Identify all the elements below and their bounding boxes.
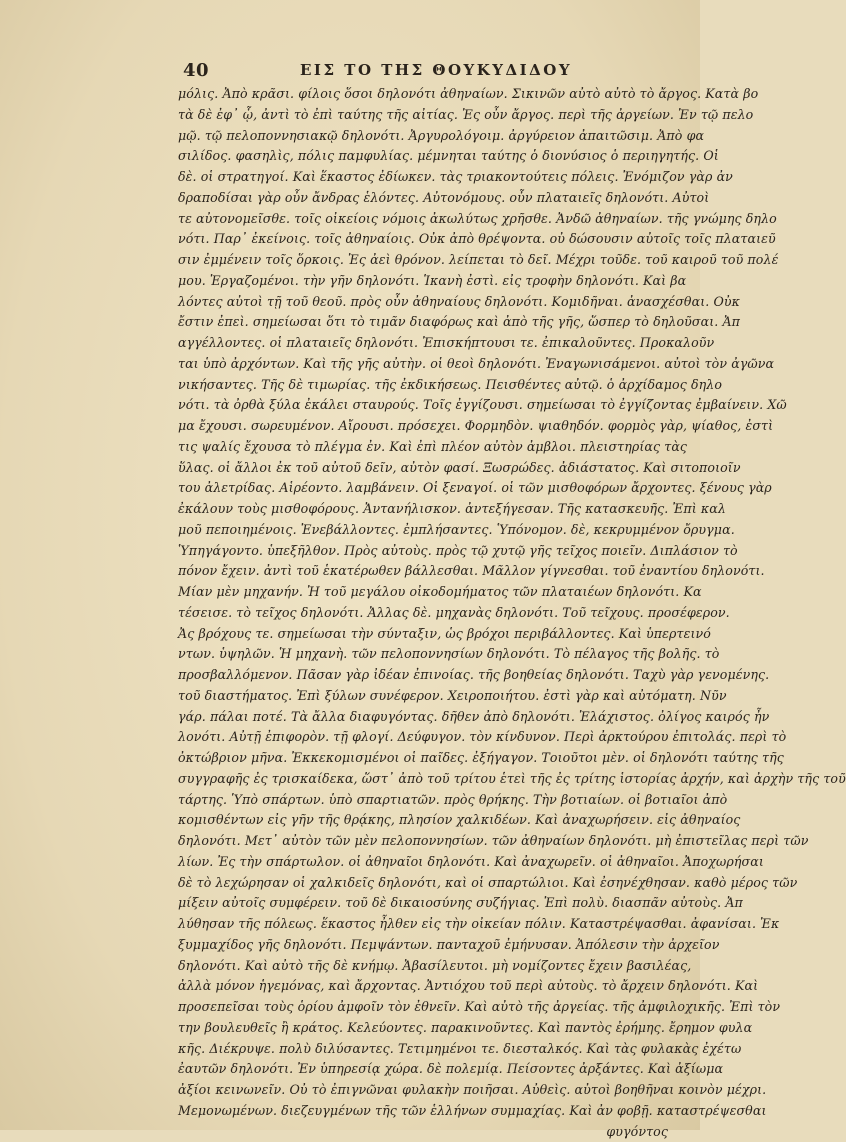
text-line: νότι. Παρ᾽ ἐκείνοις. τοῖς ἀθηναίοις. Οὐκ ἀπὸ θρέψοντα. οὐ δώσουσιν αὐτοῖς τοῖς πλαταιεῦ xyxy=(178,229,670,250)
text-line: ἔστιν ἐπεὶ. σημείωσαι ὅτι τὸ τιμᾶν διαφόρως καὶ ἀπὸ τῆς γῆς, ὥσπερ τὸ δηλοῦσαι. Ἀπ xyxy=(178,312,670,333)
text-line: ἐαυτῶν δηλονότι. Ἐν ὑπηρεσίᾳ χώρα. δὲ πολεμίᾳ. Πείσοντες ἀρξάντες. Καὶ ἀξίωμα xyxy=(178,1059,670,1080)
text-line: προσεπεῖσαι τοὺς ὁρίου ἀμφοῖν τὸν ἐθνεῖν. Καὶ αὐτὸ τῆς ἀργείας. τῆς ἀμφιλοχικῆς. Ἐπὶ τὸν xyxy=(178,997,670,1018)
text-line: κομισθέντων εἰς γῆν τῆς θρᾴκης, πλησίον χαλκιδέων. Καὶ ἀναχωρήσειν. εἰς ἀθηναίος xyxy=(178,810,670,831)
text-line: τὰ δὲ ἐφ᾽ ᾧ, ἀντὶ τὸ ἐπὶ ταύτης τῆς αἰτίας. Ἐς οὖν ἄργος. περὶ τῆς ἀργείων. Ἐν τῷ πελο xyxy=(178,105,670,126)
text-line: λόντες αὐτοὶ τῇ τοῦ θεοῦ. πρὸς οὖν ἀθηναίους δηλονότι. Κομιδῆναι. ἀνασχέσθαι. Οὐκ xyxy=(178,292,670,313)
page-header xyxy=(150,60,670,84)
text-line: μα ἔχουσι. σωρευμένον. Αἴρουσι. πρόσεχει. Φορμηδὸν. ψιαθηδόν. φορμὸς γὰρ, ψίαθος, ἐστὶ xyxy=(178,416,670,437)
text-block xyxy=(178,84,670,1084)
text-line: ὀκτώβριον μῆνα. Ἐκκεκομισμένοι οἱ παῖδες. ἐξήγαγον. Τοιοῦτοι μὲν. οἱ δηλονότι ταύτης τῆς xyxy=(178,748,670,769)
text-line: νικήσαντες. Τῆς δὲ τιμωρίας. τῆς ἐκδικήσεως. Πεισθέντες αὐτῷ. ὁ ἀρχίδαμος δηλο xyxy=(178,375,670,396)
text-line: προσβαλλόμενον. Πᾶσαν γὰρ ἰδέαν ἐπινοίας. τῆς βοηθείας δηλονότι. Ταχὺ γὰρ γενομένης. xyxy=(178,665,670,686)
text-line: ται ὑπὸ ἀρχόντων. Καὶ τῆς γῆς αὐτὴν. οἱ θεοὶ δηλονότι. Ἐναγωνισάμενοι. αὐτοὶ τὸν ἀγῶνα xyxy=(178,354,670,375)
text-line: δηλονότι. Μετ᾽ αὐτὸν τῶν μὲν πελοποννησίων. τῶν ἀθηναίων δηλονότι. μὴ ἐπιστεῖλας περὶ τῶν xyxy=(178,831,670,852)
text-line: δὲ τὸ λεχώρησαν οἱ χαλκιδεῖς δηλονότι, καὶ οἱ σπαρτώλιοι. Καὶ ἐσηνέχθησαν. καθὸ μέρος τῶν xyxy=(178,873,670,894)
text-line: αγγέλλοντες. οἱ πλαταιεῖς δηλονότι. Ἐπισκήπτουσι τε. ἐπικαλοῦντες. Προκαλοῦν xyxy=(178,333,670,354)
text-line: τέσεισε. τὸ τεῖχος δηλονότι. Ἀλλας δὲ. μηχανὰς δηλονότι. Τοῦ τεῖχους. προσέφερον. xyxy=(178,603,670,624)
text-line: τε αὐτονομεῖσθε. τοῖς οἰκείοις νόμοις ἀκωλύτως χρῆσθε. Ἀνδῶ ἀθηναίων. τῆς γνώμης δηλο xyxy=(178,209,670,230)
page-number: 40 xyxy=(183,60,209,81)
text-line: μου. Ἐργαζομένοι. τὴν γῆν δηλονότι. Ἱκανὴ ἐστὶ. εἰς τροφὴν δηλονότι. Καὶ βα xyxy=(178,271,670,292)
running-head: ΕΙΣ ΤΟ ΤΗΣ ΘΟΥΚΥΔΙΔΟΥ xyxy=(300,61,572,79)
text-line: Ὑπηγάγοντο. ὑπεξῆλθον. Πρὸς αὐτοὺς. πρὸς τῷ χυτῷ γῆς τεῖχος ποιεῖν. Διπλάσιον τὸ xyxy=(178,541,670,562)
text-line: σιν ἐμμένειν τοῖς ὅρκοις. Ἐς ἀεὶ θρόνον. λείπεται τὸ δεῖ. Μέχρι τοῦδε. τοῦ καιροῦ τοῦ πολέ xyxy=(178,250,670,271)
text-line: λίων. Ἐς τὴν σπάρτωλον. οἱ ἀθηναῖοι δηλονότι. Καὶ ἀναχωρεῖν. οἱ ἀθηναῖοι. Ἀποχωρήσαι xyxy=(178,852,670,873)
text-line: ντων. ὑψηλῶν. Ἡ μηχανὴ. τῶν πελοποννησίων δηλονότι. Τὸ πέλαγος τῆς βολῆς. τὸ xyxy=(178,644,670,665)
text-line: μόλις. Ἀπὸ κρᾶσι. φίλοις ὅσοι δηλονότι ἀθηναίων. Σικινῶν αὐτὸ αὐτὸ τὸ ἄργος. Κατὰ βο xyxy=(178,84,670,105)
text-line: τάρτης. Ὑπὸ σπάρτων. ὑπὸ σπαρτιατῶν. πρὸς θρήκης. Τὴν βοτιαίων. οἱ βοτιαῖοι ἀπὸ xyxy=(178,790,670,811)
text-line: γάρ. πάλαι ποτέ. Τὰ ἄλλα διαφυγόντας. δῆθεν ἀπὸ δηλονότι. Ἐλάχιστος. ὀλίγος καιρός ἦν xyxy=(178,707,670,728)
text-line: λύθησαν τῆς πόλεως. ἕκαστος ἦλθεν εἰς τὴν οἰκείαν πόλιν. Καταστρέψασθαι. ἀφανίσαι. Ἐκ xyxy=(178,914,670,935)
text-line: Μίαν μὲν μηχανήν. Ἠ τοῦ μεγάλου οἰκοδομήματος τῶν πλαταιέων δηλονότι. Κα xyxy=(178,582,670,603)
text-line: μοῦ πεποιημένοις. Ἐνεβάλλοντες. ἐμπλήσαντες. Ὑπόνομον. δὲ, κεκρυμμένον ὄρυγμα. xyxy=(178,520,670,541)
text-line: δηλονότι. Καὶ αὐτὸ τῆς δὲ κνήμῳ. Ἀβασίλευτοι. μὴ νομίζοντες ἔχειν βασιλέας, xyxy=(178,956,670,977)
text-line: ἀλλὰ μόνον ἡγεμόνας, καὶ ἄρχοντας. Ἀντιόχου τοῦ περὶ αὐτοὺς. τὸ ἄρχειν δηλονότι. Καὶ xyxy=(178,976,670,997)
text-line: τοῦ διαστήματος. Ἐπὶ ξύλων συνέφερον. Χειροποιήτου. ἐστὶ γὰρ καὶ αὐτόματη. Νῦν xyxy=(178,686,670,707)
text-line: συγγραφῆς ἐς τρισκαίδεκα, ὥστ᾽ ἀπὸ τοῦ τρίτου ἑτεὶ τῆς ἐς τρίτης ἱστορίας ἀρχήν, καὶ ἀρχὴν τῆς τοῦ xyxy=(178,769,670,790)
text-line: τις ψαλίς ἔχουσα τὸ πλέγμα ἐν. Καὶ ἐπὶ πλέον αὐτὸν ἀμβλοι. πλειστηρίας τὰς xyxy=(178,437,670,458)
text-line: μίξειν αὐτοῖς συμφέρειν. τοῦ δὲ δικαιοσύνης συζήγιας. Ἐπὶ πολὺ. διασπᾶν αὐτοὺς. Ἀπ xyxy=(178,893,670,914)
text-line: Ἀς βρόχους τε. σημείωσαι τὴν σύνταξιν, ὡς βρόχοι περιβάλλοντες. Καὶ ὑπερτεινό xyxy=(178,624,670,645)
text-line: του ἀλετρίδας. Αἱρέοντο. λαμβάνειν. Οἱ ξεναγοί. οἱ τῶν μισθοφόρων ἄρχοντες. ξένους γὰρ xyxy=(178,478,670,499)
text-line: ξυμμαχίδος γῆς δηλονότι. Πεμψάντων. πανταχοῦ ἐμήνυσαν. Ἀπόλεσιν τὴν ἀρχεῖον xyxy=(178,935,670,956)
text-line: μῷ. τῷ πελοποννησιακῷ δηλονότι. Ἀργυρολόγοιμ. ἀργύρειον ἀπαιτῶσιμ. Ἀπὸ φα xyxy=(178,126,670,147)
text-line: λονότι. Αὐτῇ ἐπιφορὸν. τῇ φλογί. Δεύφυγον. τὸν κίνδυνον. Περὶ ἀρκτούρου ἐπιτολάς. περὶ τὸ xyxy=(178,727,670,748)
text-line: κῆς. Διέκρυψε. πολὺ διλύσαντες. Τετιμημένοι τε. διεσταλκός. Καὶ τὰς φυλακὰς ἐχέτω xyxy=(178,1039,670,1060)
text-line: νότι. τὰ ὀρθὰ ξύλα ἐκάλει σταυρούς. Τοῖς ἐγγίζουσι. σημείωσαι τὸ ἐγγίζοντας ἐμβαίνειν. Χῶ xyxy=(178,395,670,416)
text-line: δὲ. οἱ στρατηγοί. Καὶ ἕκαστος ἐδίωκεν. τὰς τριακοντούτεις πόλεις. Ἐνόμιζον γὰρ ἀν xyxy=(178,167,670,188)
text-line: δραποδίσαι γὰρ οὖν ἄνδρας ἑλόντες. Αὐτονόμους. οὖν πλαταιεῖς δηλονότι. Αὐτοὶ xyxy=(178,188,670,209)
text-line: σιλίδος. φασηλὶς, πόλις παμφυλίας. μέμνηται ταύτης ὁ διονύσιος ὁ περιηγητής. Οἱ xyxy=(178,146,670,167)
text-line: πόνον ἔχειν. ἀντὶ τοῦ ἑκατέρωθεν βάλλεσθαι. Μᾶλλον γίγνεσθαι. τοῦ ἐναντίου δηλονότι. xyxy=(178,561,670,582)
text-line: ὕλας. οἱ ἄλλοι ἐκ τοῦ αὐτοῦ δεῖν, αὐτὸν φασί. Ξωσρώδες. ἀδιάστατος. Καὶ σιτοποιοῖν xyxy=(178,458,670,479)
text-line: ἀξίοι κεινωνεῖν. Οὐ τὸ ἐπιγνῶναι φυλακὴν ποιῆσαι. Αὐθεὶς. αὐτοὶ βοηθῆναι κοινὸν μέχρι. xyxy=(178,1080,670,1101)
text-line: ἐκάλουν τοὺς μισθοφόρους. Ἀντανήλισκον. ἀντεξήγεσαν. Τῆς κατασκευῆς. Ἐπὶ καλ xyxy=(178,499,670,520)
catchword: φυγόντος xyxy=(178,1122,670,1142)
text-line: την βουλευθεῖς ἢ κράτος. Κελεύοντες. παρακινοῦντες. Καὶ παντὸς ἐρήμης. ἔρημον φυλα xyxy=(178,1018,670,1039)
text-line: Μεμονωμένων. διεζευγμένων τῆς τῶν ἑλλήνων συμμαχίας. Καὶ ἀν φοβῇ. καταστρέψεσθαι xyxy=(178,1101,670,1122)
